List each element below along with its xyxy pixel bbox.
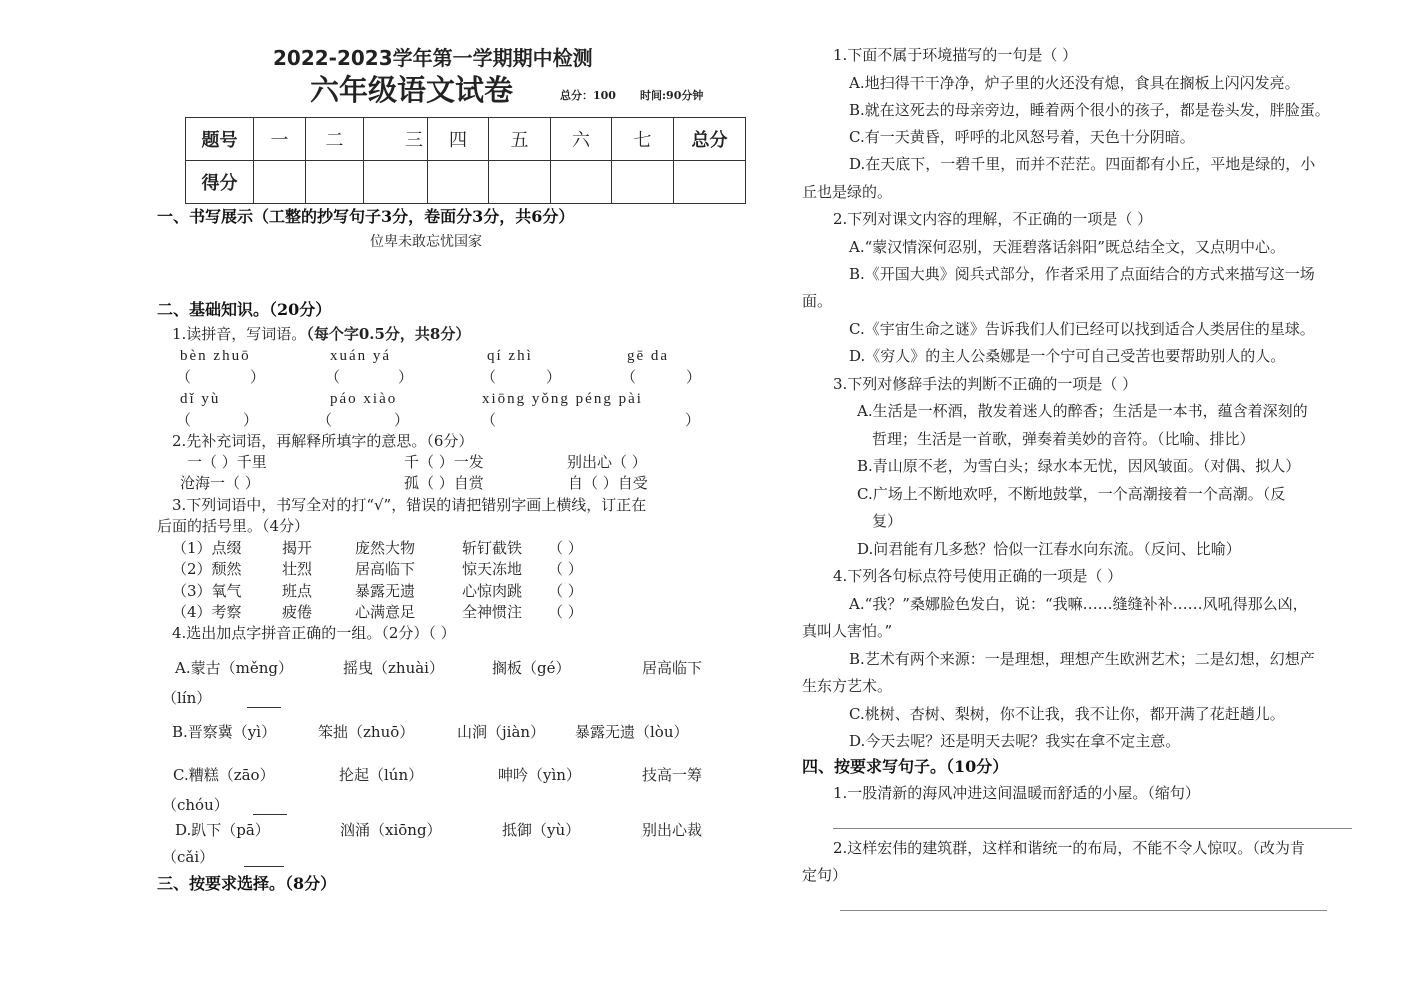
option-d-item: 汹涌（xiōng）	[340, 821, 442, 839]
answer-paren-close[interactable]: ）	[686, 368, 702, 386]
pinyin: xuán yá	[330, 348, 392, 364]
word-item: 惊天冻地	[462, 560, 523, 578]
option-a-item: 摇曳（zhuài）	[343, 659, 444, 677]
q4-1-prompt: 1.一股清新的海风冲进这间温暖而舒适的小屋。（缩句）	[833, 784, 1200, 802]
option-a-item: 居高临下	[642, 659, 703, 677]
word-item: 揭开	[282, 539, 313, 557]
exam-title-year: 2022-2023学年第一学期期中检测	[273, 46, 593, 70]
option-c: C.有一天黄昏，呼呼的北风怒号着，天色十分阴暗。	[849, 128, 1195, 146]
score-cell[interactable]	[674, 161, 746, 204]
copy-sentence: 位卑未敢忘忧国家	[370, 234, 482, 250]
answer-paren-open: （	[325, 368, 341, 386]
score-table-col: 二	[306, 118, 364, 161]
answer-paren-close[interactable]: ）	[250, 368, 266, 386]
word-item: 庞然大物	[355, 539, 416, 557]
option-a-cont	[162, 688, 281, 708]
q2-3-prompt-cont: 后面的括号里。（4分）	[157, 517, 310, 535]
option-c-item: 抡起（lún）	[339, 766, 424, 784]
option-text: （chóu）	[162, 796, 229, 814]
word-item: 壮烈	[282, 560, 313, 578]
q3-4-prompt: 4.下列各句标点符号使用正确的一项是（ ）	[833, 567, 1123, 585]
answer-paren[interactable]: （ ）	[548, 539, 583, 557]
q2-4-prompt: 4.选出加点字拼音正确的一组。（2分）（ ）	[172, 624, 456, 642]
q-prompt: 1.读拼音，写词语。	[172, 325, 307, 343]
word-item: 心满意足	[355, 603, 416, 621]
option-a: A.“蒙汉情深何忍别，天涯碧落话斜阳”既总结全文，又点明中心。	[849, 238, 1285, 256]
q3-2-prompt: 2.下列对课文内容的理解，不正确的一项是（ ）	[833, 210, 1153, 228]
answer-paren[interactable]: （ ）	[548, 560, 583, 578]
option-d-item: 别出心裁	[642, 821, 703, 839]
answer-paren-close[interactable]: ）	[546, 368, 562, 386]
answer-paren[interactable]: （ ）	[548, 582, 583, 600]
option-c-item: C.糟糕（zāo）	[173, 766, 275, 784]
answer-paren-open: （	[176, 368, 192, 386]
option-d: D.今天去呢？还是明天去呢？我实在拿不定主意。	[849, 732, 1181, 750]
word-item: （3）氧气	[172, 582, 242, 600]
option-b-item: 山涧（jiàn）	[457, 723, 546, 741]
word-item: 心惊肉跳	[462, 582, 523, 600]
pinyin: qí zhì	[487, 348, 533, 364]
answer-paren-close[interactable]: ）	[398, 368, 414, 386]
score-table-row-header: 得分	[186, 161, 254, 204]
option-b: B.就在这死去的母亲旁边，睡着两个很小的孩子，都是卷头发，胖脸蛋。	[849, 101, 1330, 119]
score-cell[interactable]	[489, 161, 551, 204]
section4-heading: 四、按要求写句子。（10分）	[802, 757, 1009, 776]
option-c: C.《宇宙生命之谜》告诉我们人们已经可以找到适合人类居住的星球。	[849, 320, 1315, 338]
score-cell[interactable]	[551, 161, 612, 204]
idiom-fill[interactable]: 自（ ）自受	[568, 474, 648, 492]
option-d-item: 抵御（yù）	[502, 821, 581, 839]
idiom-fill[interactable]: 孤（ ）自赏	[404, 474, 484, 492]
option-a: A.地扫得干干净净，炉子里的火还没有熄，食具在搁板上闪闪发亮。	[849, 74, 1300, 92]
word-item: 班点	[282, 582, 313, 600]
word-item: 全神惯注	[462, 603, 523, 621]
option-b-item: 暴露无遗（lòu）	[575, 723, 689, 741]
option-c: C.广场上不断地欢呼，不断地鼓掌，一个高潮接着一个高潮。（反	[857, 485, 1286, 503]
word-item: 暴露无遗	[355, 582, 416, 600]
option-d: D.在天底下，一碧千里，而并不茫茫。四面都有小丘，平地是绿的，小	[849, 155, 1316, 173]
pinyin: bèn zhuō	[180, 348, 251, 364]
option-b-item: 笨拙（zhuō）	[318, 723, 415, 741]
score-table-row-header: 题号	[186, 118, 254, 161]
answer-paren-close[interactable]: ）	[243, 411, 259, 429]
option-b: B.青山原不老，为雪白头；绿水本无忧，因风皱面。（对偶、拟人）	[857, 457, 1301, 475]
exam-title: 六年级语文试卷	[310, 73, 514, 107]
score-table-header-row	[186, 118, 746, 161]
option-d: D.《穷人》的主人公桑娜是一个宁可自己受苦也要帮助别人的人。	[849, 347, 1286, 365]
answer-paren-open: （	[481, 411, 497, 429]
score-cell[interactable]	[254, 161, 306, 204]
option-c-item: 技高一筹	[642, 766, 703, 784]
q4-2-prompt-cont: 定句）	[802, 866, 848, 884]
pinyin: gē da	[627, 348, 670, 364]
option-b-cont: 生东方艺术。	[802, 677, 893, 695]
q2-3-prompt: 3.下列词语中，书写全对的打“√”，错误的请把错别字画上横线，订正在	[172, 496, 647, 514]
time-label: 时间:90分钟	[640, 89, 704, 102]
option-a: A.生活是一杯酒，散发着迷人的醉香；生活是一本书，蕴含着深刻的	[857, 402, 1308, 420]
option-b-cont: 面。	[802, 292, 833, 310]
answer-line[interactable]	[833, 828, 1352, 829]
answer-paren[interactable]: （ ）	[548, 603, 583, 621]
answer-paren-open: （	[621, 368, 637, 386]
word-item: 疲倦	[282, 603, 313, 621]
word-item: （4）考察	[172, 603, 242, 621]
score-cell[interactable]	[428, 161, 489, 204]
idiom-fill[interactable]: 千（ ）一发	[404, 453, 484, 471]
word-item: 居高临下	[355, 560, 416, 578]
word-item: （2）颓然	[172, 560, 242, 578]
word-item: （1）点缀	[172, 539, 242, 557]
option-text: （cǎi）	[162, 848, 215, 866]
option-c-item: 呻吟（yìn）	[498, 766, 581, 784]
option-a-item: 搁板（gé）	[492, 659, 571, 677]
answer-line[interactable]	[840, 910, 1327, 911]
section2-heading: 二、基础知识。（20分）	[157, 300, 332, 319]
answer-paren-close[interactable]: ）	[685, 411, 701, 429]
answer-paren-open: （	[317, 411, 333, 429]
idiom-fill[interactable]: 沧海一（ ）	[180, 474, 260, 492]
option-d-cont: 丘也是绿的。	[802, 183, 893, 201]
pinyin: páo xiào	[330, 391, 398, 407]
pinyin: dǐ yù	[180, 391, 221, 407]
q-score: （每个字0.5分，共8分）	[306, 325, 471, 343]
word-item: 斩钉截铁	[462, 539, 523, 557]
section3-heading: 三、按要求选择。（8分）	[157, 874, 337, 893]
q2-1-prompt	[172, 324, 470, 344]
score-table-col: 五	[489, 118, 551, 161]
score-table-col: 三	[364, 118, 428, 161]
score-table	[185, 117, 746, 204]
option-a-cont: 真叫人害怕。”	[802, 622, 893, 640]
answer-blank[interactable]	[253, 800, 287, 815]
score-cell[interactable]	[612, 161, 674, 204]
q2-2-prompt: 2.先补充词语，再解释所填字的意思。（6分）	[172, 432, 474, 450]
pinyin: xiōng yǒng péng pài	[482, 391, 643, 407]
score-table-col: 总分	[674, 118, 746, 161]
option-b-item: B.晋察冀（yì）	[172, 723, 277, 741]
score-cell[interactable]	[306, 161, 364, 204]
idiom-fill[interactable]: 一（ ）千里	[187, 453, 267, 471]
score-table-col: 一	[254, 118, 306, 161]
option-c: C.桃树、杏树、梨树，你不让我，我不让你，都开满了花赶趟儿。	[849, 705, 1285, 723]
score-table-col: 七	[612, 118, 674, 161]
answer-paren-close[interactable]: ）	[394, 411, 410, 429]
score-cell[interactable]	[364, 161, 428, 204]
q4-2-prompt: 2.这样宏伟的建筑群，这样和谐统一的布局，不能不令人惊叹。（改为肯	[833, 839, 1305, 857]
q3-1-prompt: 1.下面不属于环境描写的一句是（ ）	[833, 46, 1078, 64]
option-text: （lín）	[162, 689, 212, 707]
answer-blank[interactable]	[244, 852, 284, 867]
section1-heading: 一、书写展示（工整的抄写句子3分，卷面分3分，共6分）	[157, 207, 575, 226]
q3-3-prompt: 3.下列对修辞手法的判断不正确的一项是（ ）	[833, 375, 1138, 393]
option-a: A.“我？”桑娜脸色发白，说：“我嘛……缝缝补补……风吼得那么凶，	[849, 595, 1308, 613]
answer-paren-open: （	[481, 368, 497, 386]
score-table-col: 六	[551, 118, 612, 161]
option-b: B.艺术有两个来源：一是理想，理想产生欧洲艺术；二是幻想，幻想产	[849, 650, 1315, 668]
option-c-cont	[162, 795, 287, 815]
answer-paren-open: （	[176, 411, 192, 429]
option-d: D.问君能有几多愁？恰似一江春水向东流。（反问、比喻）	[857, 540, 1241, 558]
score-table-col: 四	[428, 118, 489, 161]
score-table-score-row	[186, 161, 746, 204]
answer-blank[interactable]	[247, 693, 281, 708]
option-d-item: D.趴下（pā）	[175, 821, 270, 839]
option-c-cont: 复）	[872, 512, 903, 530]
option-a-item: A.蒙古（měng）	[175, 659, 293, 677]
idiom-fill[interactable]: 别出心（ ）	[567, 453, 647, 471]
option-d-cont	[162, 847, 284, 867]
option-b: B.《开国大典》阅兵式部分，作者采用了点面结合的方式来描写这一场	[849, 265, 1315, 283]
total-score-label: 总分：100	[560, 89, 616, 102]
option-a-cont: 哲理；生活是一首歌，弹奏着美妙的音符。（比喻、排比）	[872, 430, 1255, 448]
